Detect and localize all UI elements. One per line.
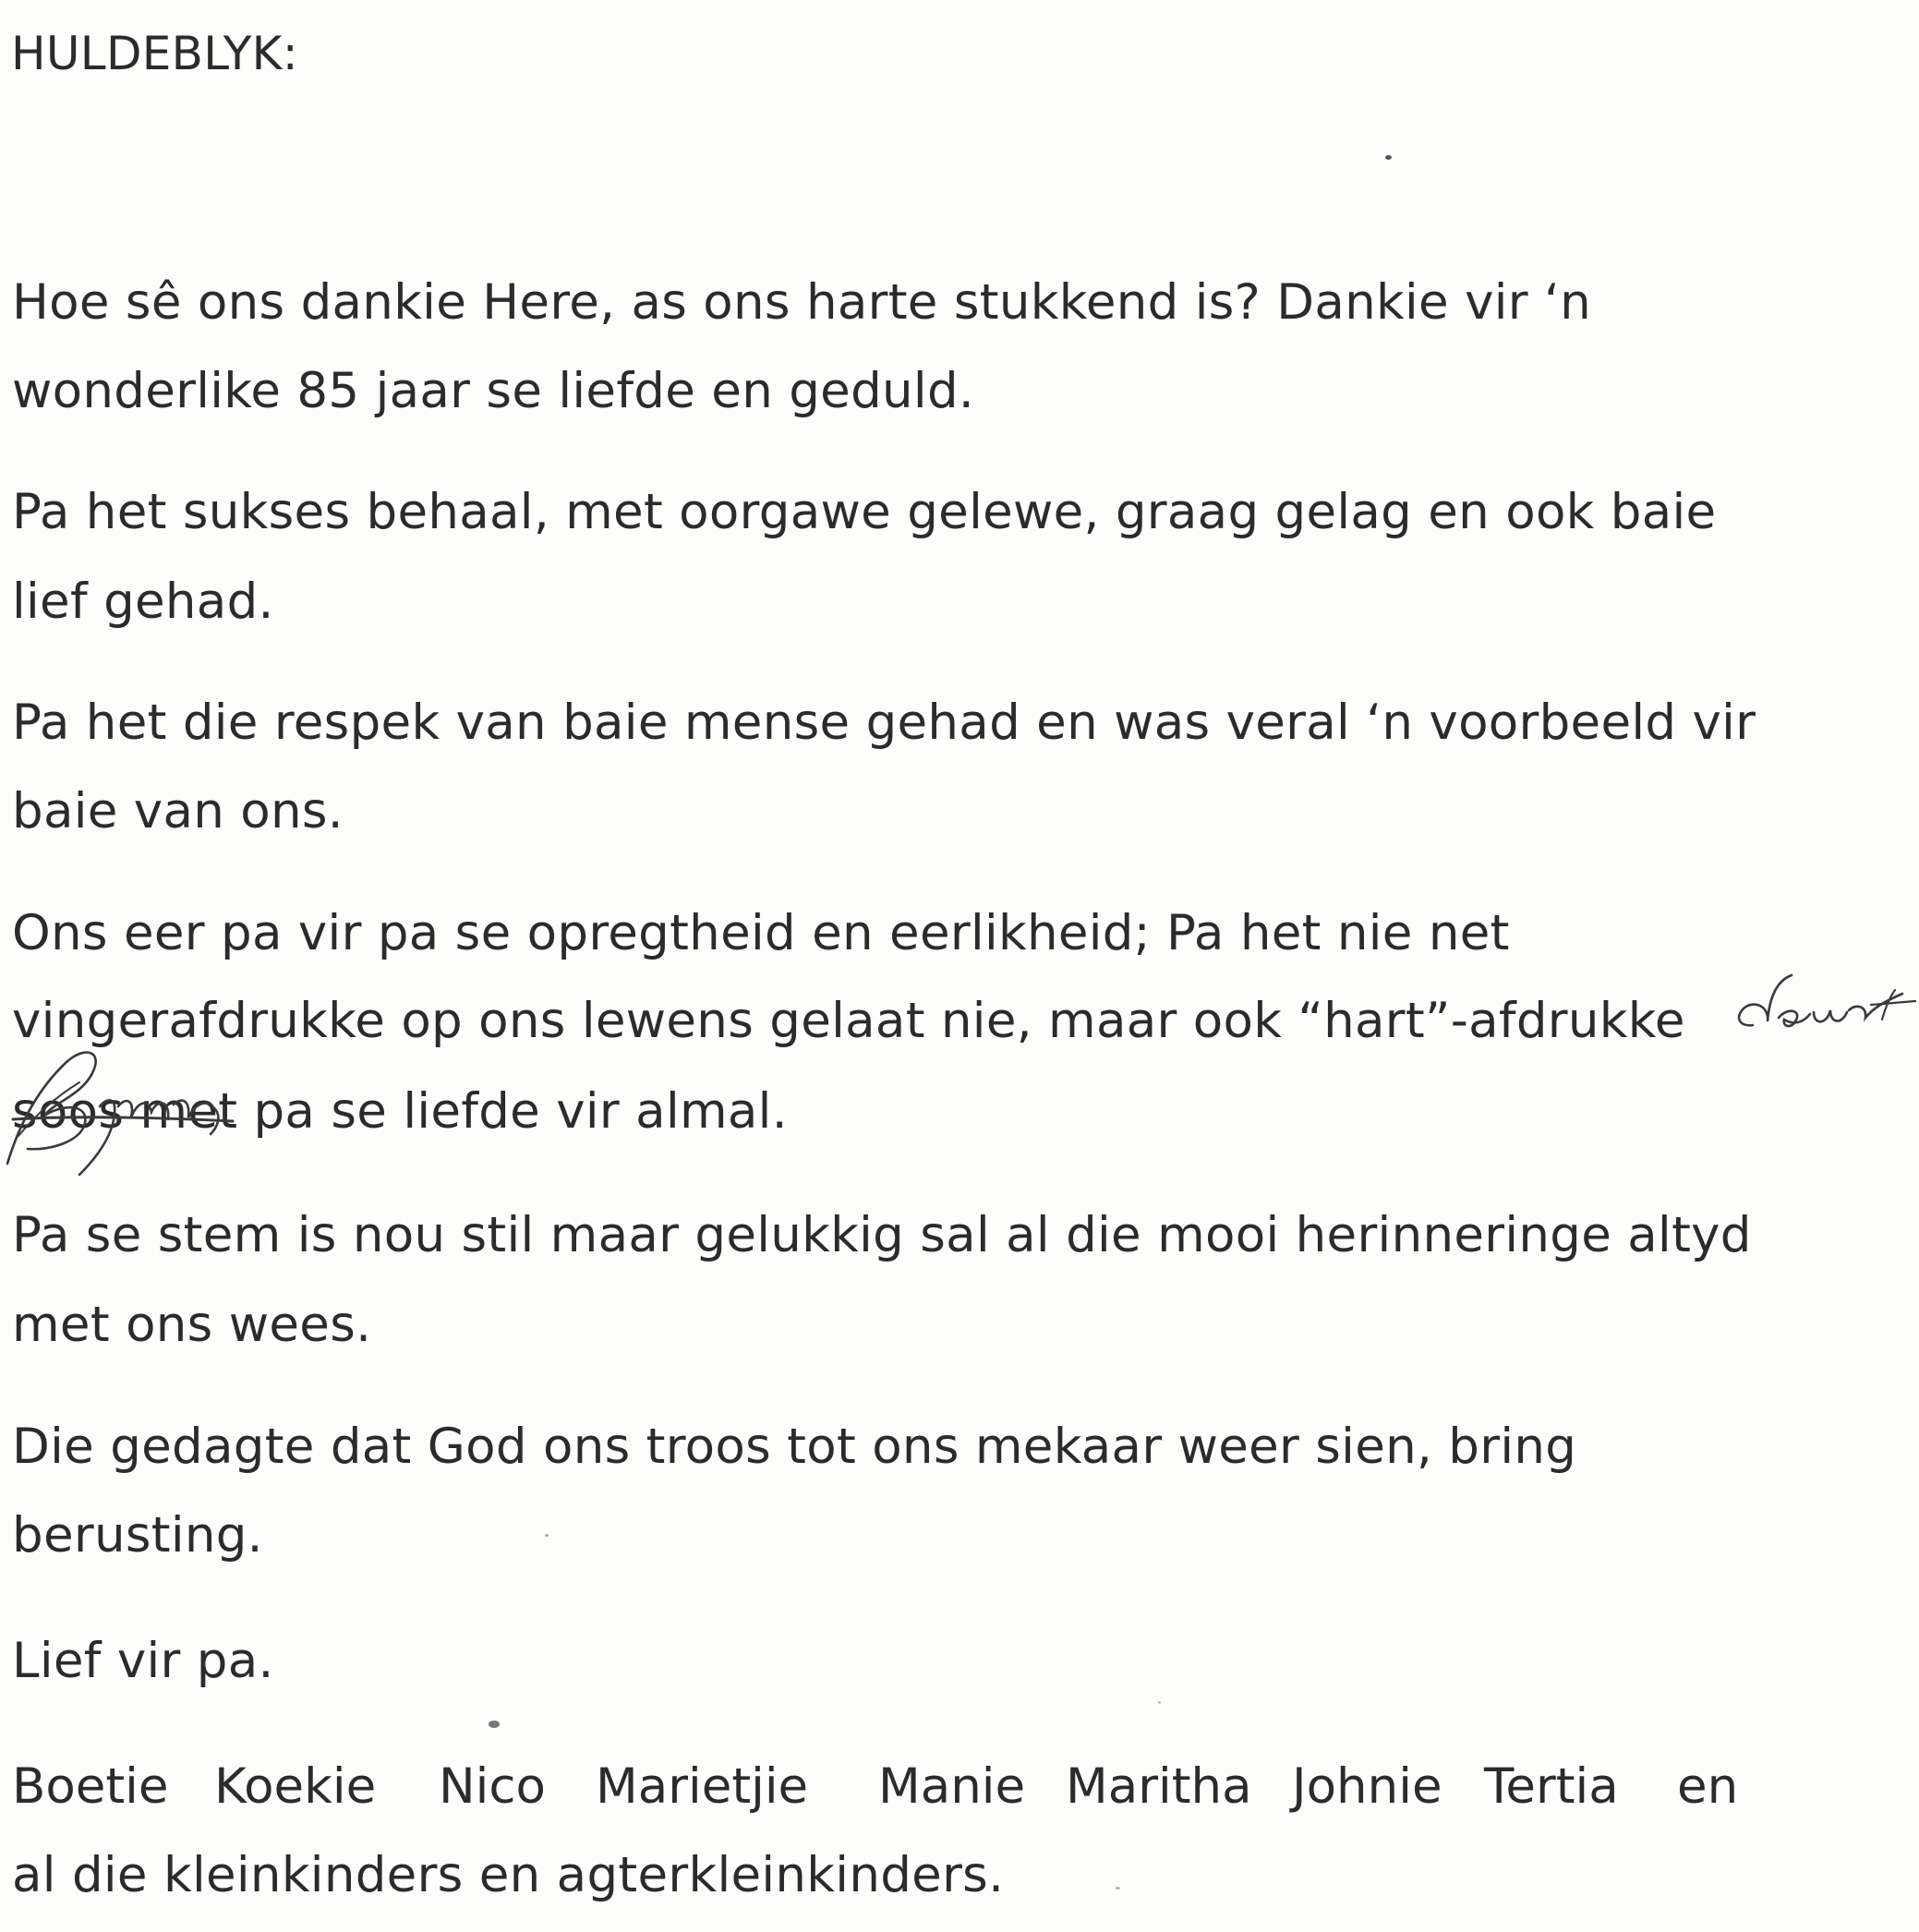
paragraph-2-line-1: Pa het sukses behaal, met oorgawe gelewe, graag gelag en ook baie xyxy=(12,484,1717,540)
closing-line: al die kleinkinders en agterkleinkinders. xyxy=(12,1847,1005,1903)
paragraph-3-line-2: baie van ons. xyxy=(12,783,344,839)
name-koekie: Koekie xyxy=(214,1758,377,1815)
handwritten-insert-scribble xyxy=(1727,970,1919,1053)
paragraph-7-line-1: Lief vir pa. xyxy=(12,1633,274,1689)
paragraph-5-line-2: met ons wees. xyxy=(12,1297,372,1353)
scan-speck xyxy=(1158,1701,1161,1704)
paragraph-3-line-1: Pa het die respek van baie mense gehad en was veral ‘n voorbeeld vir xyxy=(12,694,1756,751)
name-marietjie: Marietjie xyxy=(596,1758,809,1815)
name-johnie: Johnie xyxy=(1292,1758,1442,1815)
paragraph-4-line-3-rest: pa se liefde vir almal. xyxy=(237,1083,788,1140)
struck-text: soos met xyxy=(12,1083,238,1140)
name-manie: Manie xyxy=(878,1758,1026,1815)
paragraph-1-line-2: wonderlike 85 jaar se liefde en geduld. xyxy=(12,363,975,419)
scan-speck xyxy=(1116,1887,1120,1890)
scan-speck xyxy=(489,1721,500,1728)
paragraph-4-line-1: Ons eer pa vir pa se opregtheid en eerlikheid; Pa het nie net xyxy=(12,905,1510,961)
paragraph-4-line-3 xyxy=(12,1082,788,1141)
name-nico: Nico xyxy=(439,1758,546,1815)
paragraph-5-line-1: Pa se stem is nou stil maar gelukkig sal al die mooi herinneringe altyd xyxy=(12,1207,1752,1263)
name-maritha: Maritha xyxy=(1066,1758,1252,1815)
paragraph-1-line-1: Hoe sê ons dankie Here, as ons harte stukkend is? Dankie vir ‘n xyxy=(12,274,1592,331)
paragraph-6-line-1: Die gedagte dat God ons troos tot ons mekaar weer sien, bring xyxy=(12,1419,1577,1475)
paragraph-6-line-2: berusting. xyxy=(12,1507,263,1564)
name-boetie: Boetie xyxy=(12,1758,169,1815)
scan-speck xyxy=(1385,155,1392,160)
paragraph-2-line-2: lief gehad. xyxy=(12,574,274,630)
paragraph-4-line-2: vingerafdrukke op ons lewens gelaat nie, maar ook “hart”-afdrukke xyxy=(12,993,1685,1049)
scan-speck xyxy=(545,1534,549,1537)
name-en: en xyxy=(1677,1758,1739,1815)
name-tertia: Tertia xyxy=(1484,1758,1619,1815)
document-heading: HULDEBLYK: xyxy=(11,27,298,80)
